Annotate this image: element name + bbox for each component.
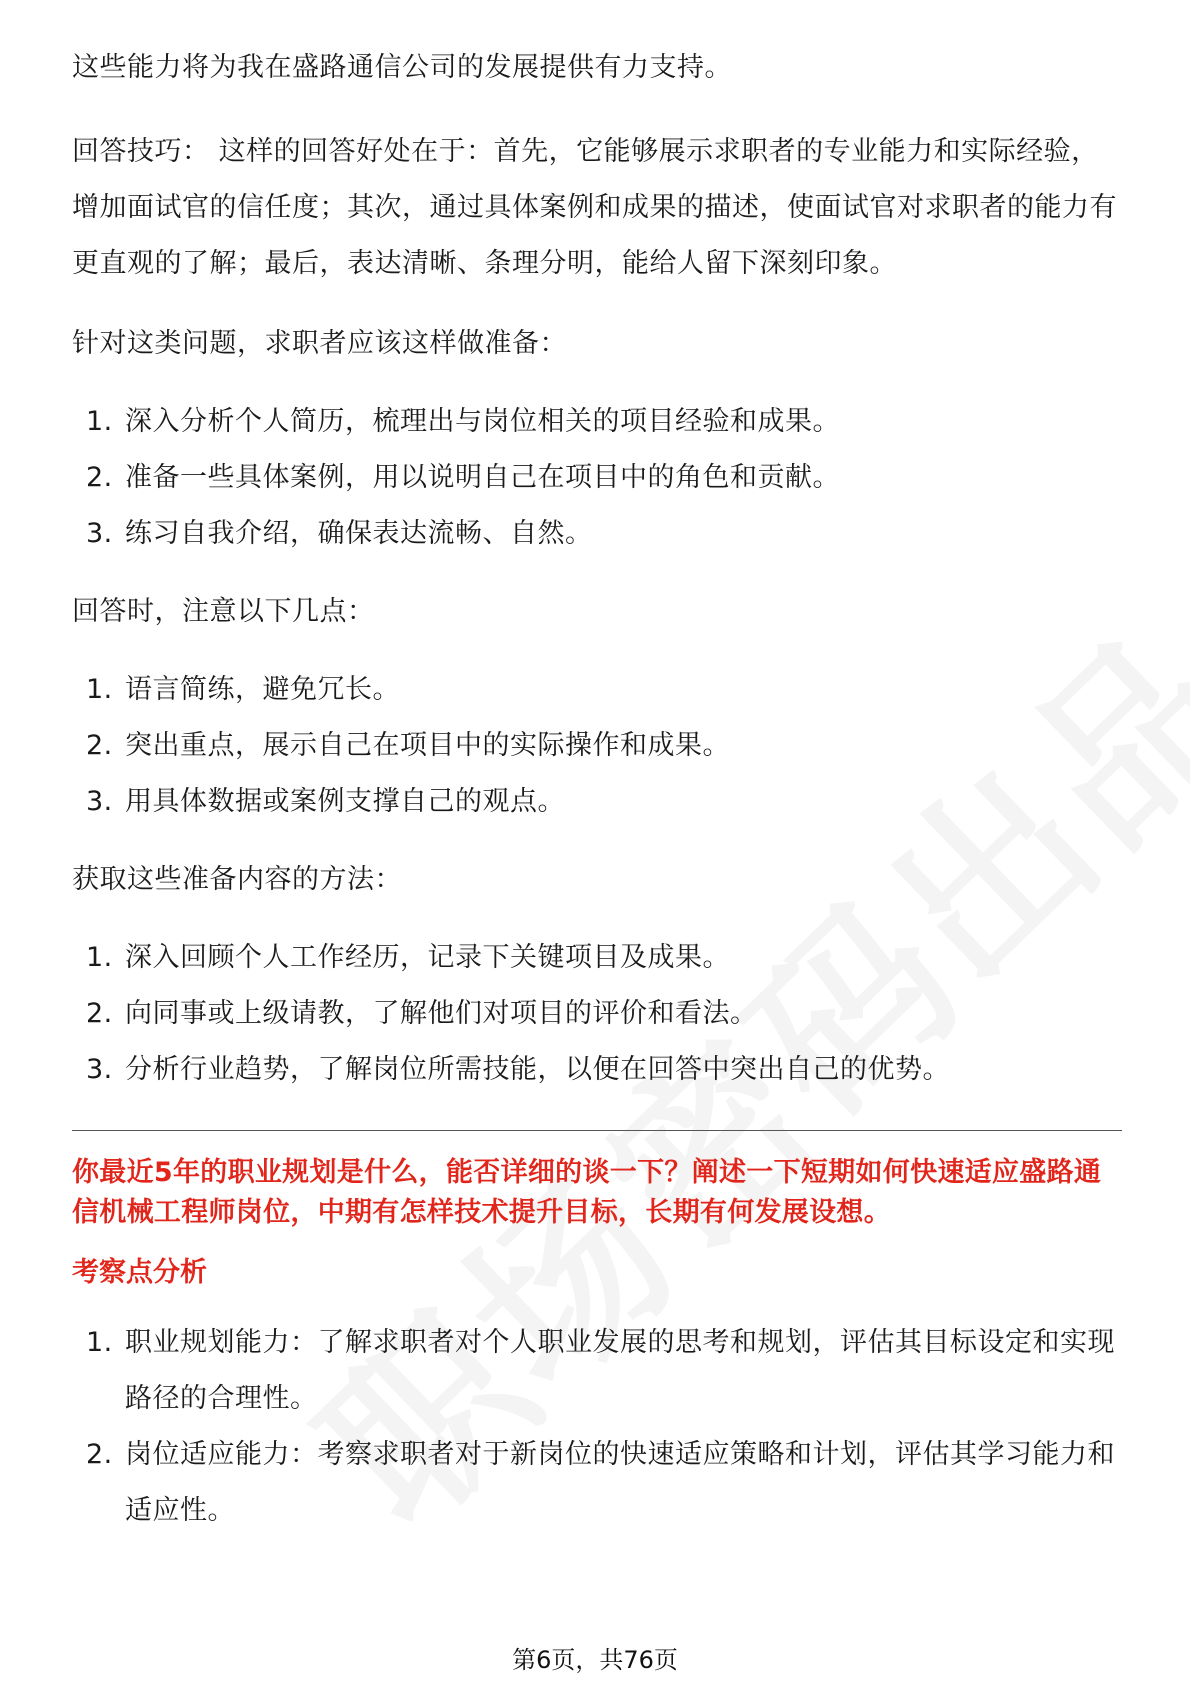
list-item: 1. 深入回顾个人工作经历，记录下关键项目及成果。 xyxy=(86,942,730,973)
list-item: 3. 分析行业趋势，了解岗位所需技能，以便在回答中突出自己的优势。 xyxy=(86,1054,950,1085)
page-number-footer: 第6页，共76页 xyxy=(512,1646,678,1674)
methods-list xyxy=(72,930,1122,1098)
list-item: 2. 向同事或上级请教，了解他们对项目的评价和看法。 xyxy=(86,998,758,1029)
list-item: 1. 职业规划能力：了解求职者对个人职业发展的思考和规划，评估其目标设定和实现路径的合理性。 xyxy=(86,1327,1115,1414)
analysis-list xyxy=(72,1315,1122,1539)
list-item: 2. 突出重点，展示自己在项目中的实际操作和成果。 xyxy=(86,730,730,761)
methods-lead: 获取这些准备内容的方法： xyxy=(72,864,402,895)
list-item: 2. 准备一些具体案例，用以说明自己在项目中的角色和贡献。 xyxy=(86,462,840,493)
analysis-heading: 考察点分析 xyxy=(72,1257,207,1288)
list-item: 3. 练习自我介绍，确保表达流畅、自然。 xyxy=(86,518,593,549)
list-item: 1. 深入分析个人简历，梳理出与岗位相关的项目经验和成果。 xyxy=(86,406,840,437)
section-divider xyxy=(72,1130,1122,1131)
list-item: 1. 语言简练，避免冗长。 xyxy=(86,674,400,705)
document-page xyxy=(72,40,1122,1561)
answering-notes-list xyxy=(72,662,1122,830)
intro-sentence: 这些能力将为我在盛路通信公司的发展提供有力支持。 xyxy=(72,52,732,83)
list-item: 3. 用具体数据或案例支撑自己的观点。 xyxy=(86,786,565,817)
preparation-lead: 针对这类问题，求职者应该这样做准备： xyxy=(72,328,567,359)
answer-tip-paragraph: 回答技巧： 这样的回答好处在于：首先，它能够展示求职者的专业能力和实际经验，增加面试官的信任度；其次，通过具体案例和成果的描述，使面试官对求职者的能力有更直观的了解；最后，表达清晰、条理分明，能给人留下深刻印象。 xyxy=(72,136,1117,279)
list-item: 2. 岗位适应能力：考察求职者对于新岗位的快速适应策略和计划，评估其学习能力和适应性。 xyxy=(86,1439,1115,1526)
preparation-list xyxy=(72,394,1122,562)
question-title: 你最近5年的职业规划是什么，能否详细的谈一下？阐述一下短期如何快速适应盛路通信机械工程师岗位，中期有怎样技术提升目标，长期有何发展设想。 xyxy=(72,1157,1102,1228)
answering-notes-lead: 回答时，注意以下几点： xyxy=(72,596,375,627)
